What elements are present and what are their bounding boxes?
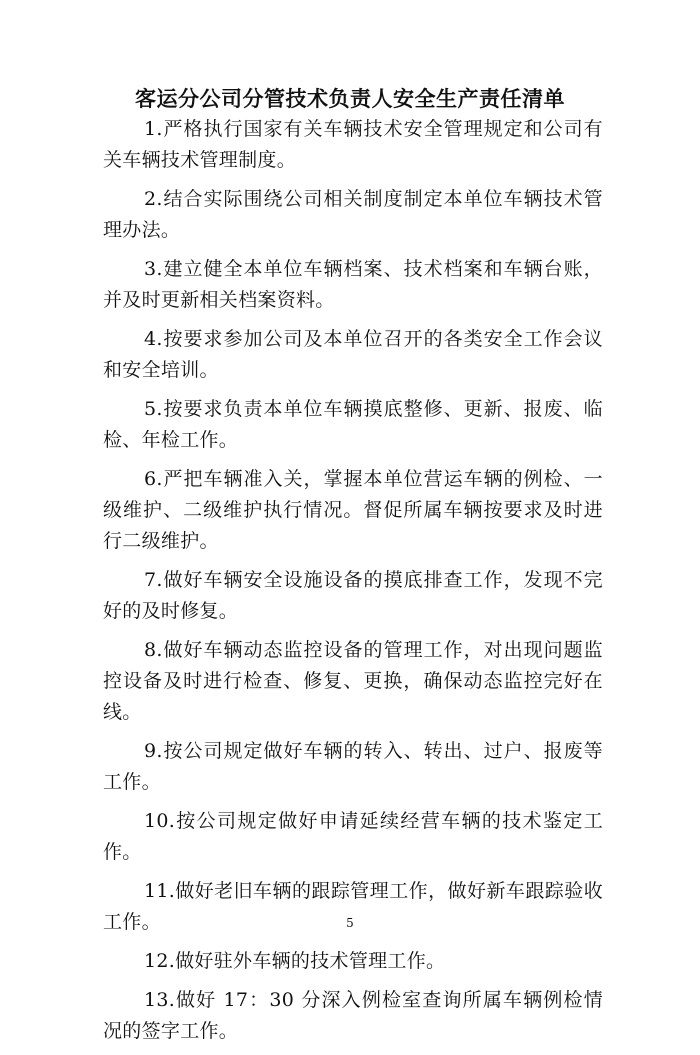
list-item: 7.做好车辆安全设施设备的摸底排查工作，发现不完好的及时修复。 xyxy=(103,569,603,622)
list-item: 10.按公司规定做好申请延续经营车辆的技术鉴定工作。 xyxy=(103,810,603,863)
page-number: 5 xyxy=(346,916,354,930)
list-item: 8.做好车辆动态监控设备的管理工作，对出现问题监控设备及时进行检查、修复、更换，确保动态监控完好在线。 xyxy=(103,639,603,723)
list-item: 3.建立健全本单位车辆档案、技术档案和车辆台账，并及时更新相关档案资料。 xyxy=(103,258,603,311)
responsibility-list xyxy=(103,114,603,1055)
list-item: 4.按要求参加公司及本单位召开的各类安全工作会议和安全培训。 xyxy=(103,328,603,381)
list-item: 13.做好 17：30 分深入例检室查询所属车辆例检情况的签字工作。 xyxy=(103,989,603,1042)
list-item: 6.严把车辆准入关，掌握本单位营运车辆的例检、一级维护、二级维护执行情况。督促所属车辆按要求及时进行二级维护。 xyxy=(103,468,603,552)
list-item: 11.做好老旧车辆的跟踪管理工作，做好新车跟踪验收工作。 xyxy=(103,880,603,933)
document-title: 客运分公司分管技术负责人安全生产责任清单 xyxy=(135,86,565,111)
list-item: 5.按要求负责本单位车辆摸底整修、更新、报废、临检、年检工作。 xyxy=(103,398,603,451)
list-item: 9.按公司规定做好车辆的转入、转出、过户、报废等工作。 xyxy=(103,740,603,793)
list-item: 1.严格执行国家有关车辆技术安全管理规定和公司有关车辆技术管理制度。 xyxy=(103,118,603,171)
list-item: 2.结合实际围绕公司相关制度制定本单位车辆技术管理办法。 xyxy=(103,188,603,241)
list-item: 12.做好驻外车辆的技术管理工作。 xyxy=(144,950,446,972)
